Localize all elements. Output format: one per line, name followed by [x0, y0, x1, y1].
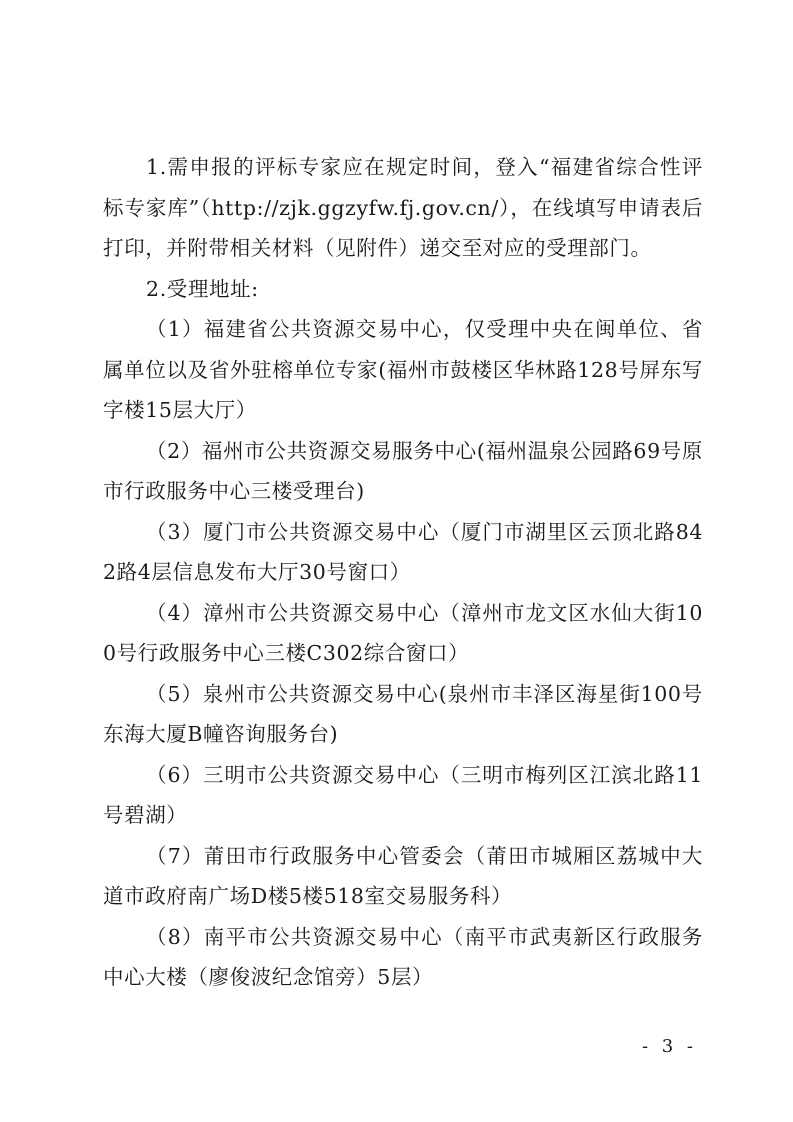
paragraph-address-fuzhou: （2）福州市公共资源交易服务中心(福州温泉公园路69号原市行政服务中心三楼受理台)	[103, 438, 703, 503]
paragraph-address-heading: 2.受理地址:	[146, 276, 259, 301]
paragraph-application-instructions: 1.需申报的评标专家应在规定时间，登入“福建省综合性评标专家库”（http://zjk.ggzyfw.fj.gov.cn/），在线填写申请表后打印，并附带相关材料（见附件）递交至对应的受理部门。	[103, 155, 703, 260]
page-number: - 3 -	[641, 1036, 697, 1057]
paragraph-address-quanzhou: （5）泉州市公共资源交易中心(泉州市丰泽区海星街100号东海大厦B幢咨询服务台)	[103, 681, 703, 746]
document-body	[103, 147, 703, 998]
paragraph-address-zhangzhou: （4）漳州市公共资源交易中心（漳州市龙文区水仙大街100号行政服务中心三楼C302综合窗口）	[103, 600, 703, 665]
paragraph-address-putian: （7）莆田市行政服务中心管委会（莆田市城厢区荔城中大道市政府南广场D楼5楼518室交易服务科）	[103, 843, 703, 908]
paragraph-address-nanping: （8）南平市公共资源交易中心（南平市武夷新区行政服务中心大楼（廖俊波纪念馆旁）5层）	[103, 924, 703, 989]
paragraph-address-xiamen: （3）厦门市公共资源交易中心（厦门市湖里区云顶北路842路4层信息发布大厅30号窗口）	[103, 519, 703, 584]
paragraph-address-sanming: （6）三明市公共资源交易中心（三明市梅列区江滨北路11号碧湖）	[103, 762, 703, 827]
paragraph-address-provincial: （1）福建省公共资源交易中心，仅受理中央在闽单位、省属单位以及省外驻榕单位专家(福州市鼓楼区华林路128号屏东写字楼15层大厅）	[103, 317, 703, 422]
